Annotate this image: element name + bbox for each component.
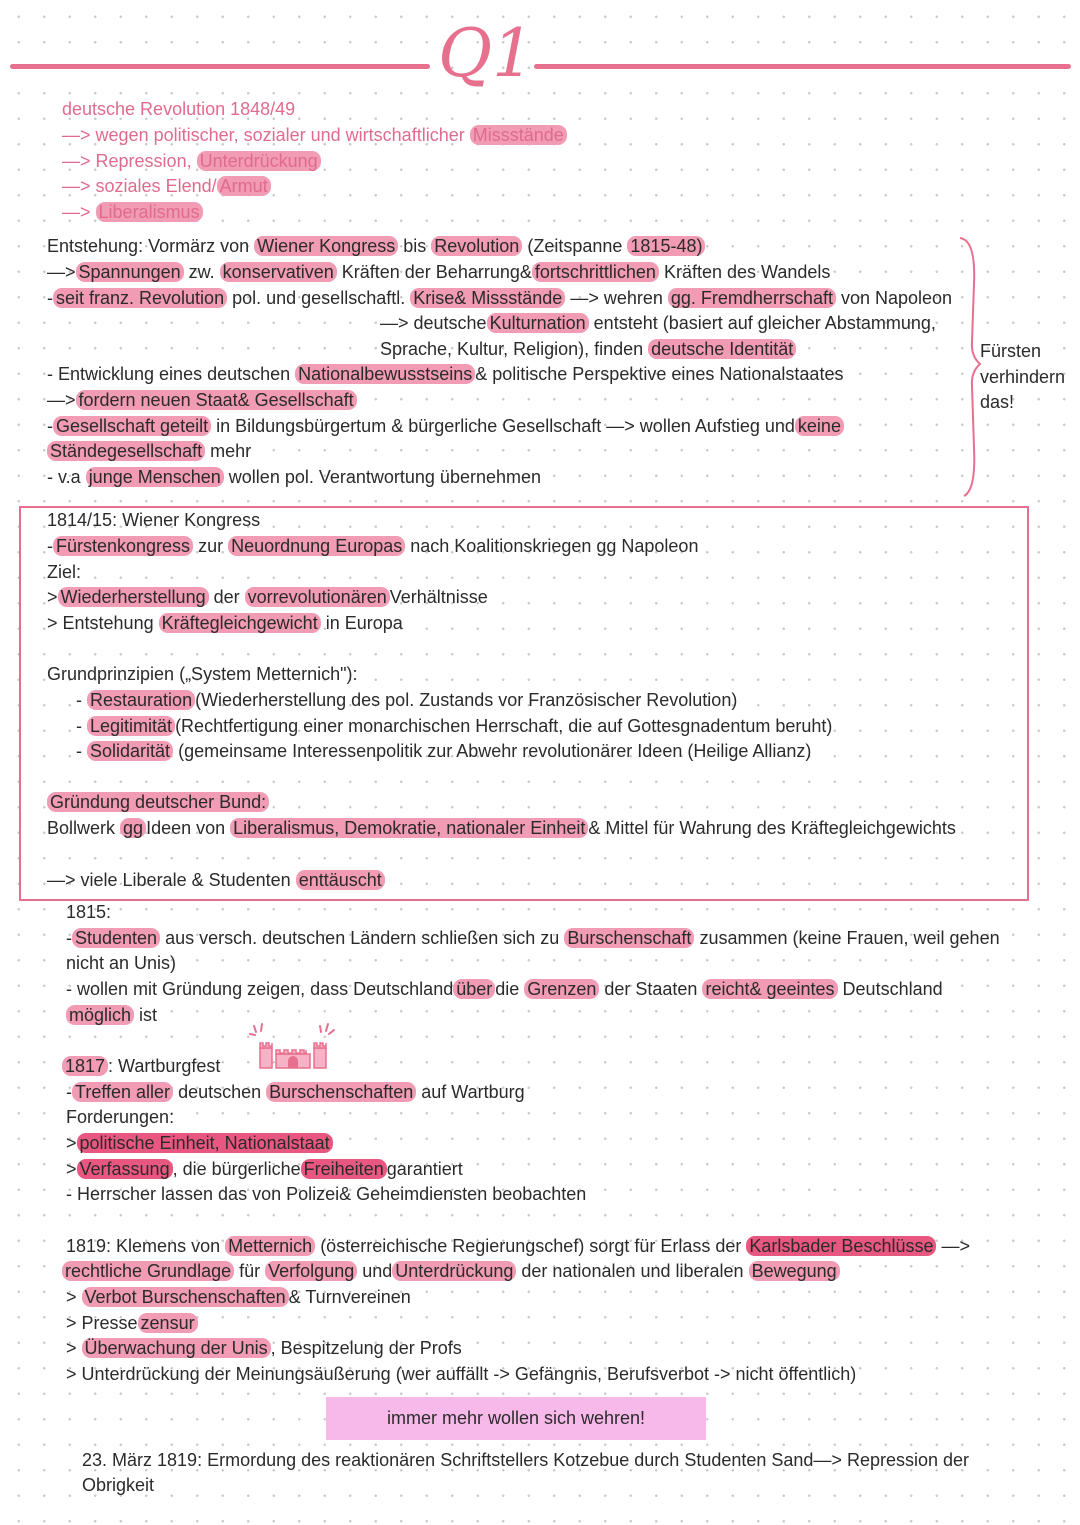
kongress-line-1: 1814/15: Wiener Kongress <box>47 510 261 530</box>
kongress-line-2: - Fürstenkongress zur Neuordnung Europas nach Koalitionskriegen gg Napoleon <box>47 536 699 556</box>
entstehung-line-2: —> Spannungen zw. konservativen Kräften der Beharrung& fortschrittlichen Kräften des Wandels <box>47 262 831 282</box>
y1819-line-2: rechtliche Grundlage für Verfolgung und Unterdrückung der nationalen und liberalen Bewegung <box>62 1259 840 1284</box>
y1817-line-4: > politische Einheit, Nationalstaat <box>66 1131 333 1156</box>
y1815-line-5: möglich ist <box>66 1003 157 1028</box>
curly-bracket-icon <box>958 234 982 498</box>
kongress-line-5: > Entstehung Kräftegleichgewicht in Europa <box>47 613 403 633</box>
side-note: Fürsten verhindern das! <box>980 341 1066 412</box>
y1817-line-5: > Verfassung , die bürgerliche Freiheiten garantiert <box>66 1159 463 1179</box>
intro-heading: deutsche Revolution 1848/49 <box>62 99 296 119</box>
kongress-line-11: Bollwerk gg Ideen von Liberalismus, Demokratie, nationaler Einheit & Mittel für Wahrung des Kräftegleichgewichts <box>47 818 956 838</box>
intro-cause-3: —> soziales Elend/ Armut <box>62 174 271 199</box>
y1815-line-4: - wollen mit Gründung zeigen, dass Deutschland über die Grenzen der Staaten reicht& geeintes Deutschland <box>66 979 943 999</box>
y1817-line-6: - Herrscher lassen das von Polizei& Geheimdiensten beobachten <box>66 1184 587 1204</box>
entstehung-line-3: - seit franz. Revolution pol. und gesellschaftl. Krise& Missstände —> wehren gg. Fremdherrschaft von Napoleon <box>47 288 953 308</box>
entstehung-line-1: Entstehung: Vormärz von Wiener Kongress bis Revolution (Zeitspanne 1815-48) <box>47 234 705 259</box>
kongress-line-4: > Wiederherstellung der vorrevolutionären Verhältnisse <box>47 587 488 607</box>
y1819-line-5: > Überwachung der Unis , Bespitzelung der Profs <box>66 1338 462 1358</box>
entstehung-line-6: - Entwicklung eines deutschen Nationalbewusstseins & politische Perspektive eines Nationalstaates <box>47 364 844 384</box>
title-rule-left <box>10 64 430 69</box>
kongress-line-10: Gründung deutscher Bund: <box>47 790 269 815</box>
page-title: Q1 <box>438 15 535 92</box>
kongress-line-3: Ziel: <box>47 562 82 582</box>
y1815-line-2: - Studenten aus versch. deutschen Ländern schließen sich zu Burschenschaft zusammen (keine Frauen, weil gehen <box>66 928 1000 948</box>
entstehung-line-4: —> deutsche Kulturnation entsteht (basiert auf gleicher Abstammung, <box>380 313 936 333</box>
final-line-1: 23. März 1819: Ermordung des reaktionären Schriftstellers Kotzebue durch Studenten Sand—> Repression der <box>82 1450 970 1470</box>
final-line-2: Obrigkeit <box>82 1475 155 1495</box>
entstehung-line-10: - v.a junge Menschen wollen pol. Verantwortung übernehmen <box>47 467 542 487</box>
kongress-line-12: —> viele Liberale & Studenten enttäuscht <box>47 868 385 893</box>
y1819-line-6: > Unterdrückung der Meinungsäußerung (wer auffällt -> Gefängnis, Berufsverbot -> nicht öffentlich) <box>66 1364 857 1384</box>
intro-cause-4: —> Liberalismus <box>62 200 203 225</box>
y1815-line-1: 1815: <box>66 902 112 922</box>
entstehung-line-8: - Gesellschaft geteilt in Bildungsbürgertum & bürgerliche Gesellschaft —> wollen Aufstieg und keine <box>47 414 844 439</box>
y1819-line-3: > Verbot Burschenschaften & Turnvereinen <box>66 1287 411 1307</box>
intro-cause-2: —> Repression, Unterdrückung <box>62 149 321 174</box>
intro-cause-1: —> wegen politischer, sozialer und wirtschaftlicher Missstände <box>62 123 567 148</box>
kongress-line-6: Grundprinzipien („System Metternich"): <box>47 664 358 684</box>
y1815-line-3: nicht an Unis) <box>66 953 177 973</box>
kongress-line-7: - Restauration (Wiederherstellung des pol. Zustands vor Französischer Revolution) <box>76 690 738 710</box>
castle-icon <box>246 1022 342 1072</box>
callout-box: immer mehr wollen sich wehren! <box>326 1397 706 1440</box>
entstehung-line-9: Ständegesellschaft mehr <box>47 439 251 464</box>
kongress-line-8: - Legitimität (Rechtfertigung einer monarchischen Herrschaft, die auf Gottesgnadentum beruht) <box>76 716 833 736</box>
entstehung-line-7: —> fordern neuen Staat& Gesellschaft <box>47 388 357 413</box>
y1819-line-1: 1819: Klemens von Metternich (österreichische Regierungschef) sorgt für Erlass der Karlsbader Beschlüsse —> <box>66 1236 971 1256</box>
entstehung-line-5: Sprache, Kultur, Religion), finden deutsche Identität <box>380 337 796 362</box>
y1817-line-1: 1817 : Wartburgfest <box>62 1054 220 1079</box>
title-rule-right <box>534 64 1071 69</box>
y1819-line-4: > Presse zensur <box>66 1311 198 1336</box>
kongress-line-9: - Solidarität (gemeinsame Interessenpolitik zur Abwehr revolutionärer Ideen (Heilige Allianz) <box>76 741 812 761</box>
y1817-line-2: - Treffen aller deutschen Burschenschaften auf Wartburg <box>66 1082 525 1102</box>
y1817-line-3: Forderungen: <box>66 1107 175 1127</box>
